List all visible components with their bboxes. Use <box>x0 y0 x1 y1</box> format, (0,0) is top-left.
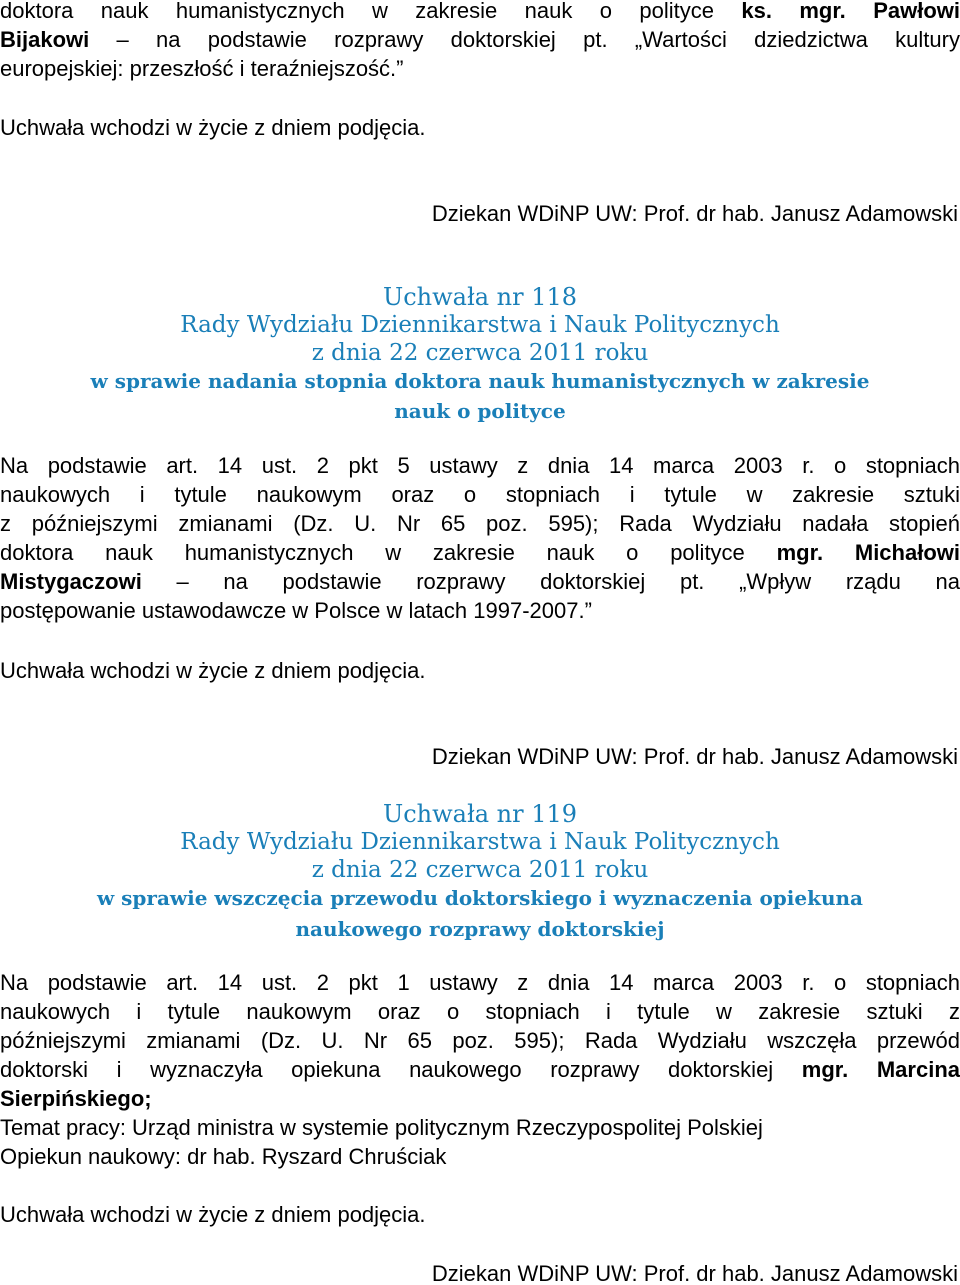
res118-date: z dnia 22 czerwca 2011 roku <box>311 340 649 366</box>
res118-body-line-5: Mistygaczowi – na podstawie rozprawy doktorskiej pt. „Wpływ rządu na <box>0 569 960 594</box>
res119-body-line-3: późniejszymi zmianami (Dz. U. Nr 65 poz. 595); Rada Wydziału wszczęła przewód <box>0 1028 960 1053</box>
top-paragraph-line-1: doktora nauk humanistycznych w zakresie nauk o polityce ks. mgr. Pawłowi <box>0 0 960 23</box>
res119-dean-signature: Dziekan WDiNP UW: Prof. dr hab. Janusz Adamowski <box>431 1261 958 1285</box>
res118-dean-signature: Dziekan WDiNP UW: Prof. dr hab. Janusz Adamowski <box>431 744 958 769</box>
res119-body-line-5: Sierpińskiego; <box>0 1086 152 1111</box>
top-paragraph-line-2: Bijakowi – na podstawie rozprawy doktorskiej pt. „Wartości dziedzictwa kultury <box>0 27 960 52</box>
res118-body-line-6: postępowanie ustawodawcze w Polsce w latach 1997-2007.” <box>0 598 592 623</box>
res119-topic-line-1: w sprawie wszczęcia przewodu doktorskiego i wyznaczenia opiekuna <box>96 886 863 910</box>
res118-council: Rady Wydziału Dziennikarstwa i Nauk Politycznych <box>180 312 780 338</box>
res119-council: Rady Wydziału Dziennikarstwa i Nauk Politycznych <box>180 829 780 855</box>
res118-body-line-1: Na podstawie art. 14 ust. 2 pkt 5 ustawy z dnia 14 marca 2003 r. o stopniach <box>0 453 960 478</box>
res118-title: Uchwała nr 118 <box>382 283 578 311</box>
res119-effective-clause: Uchwała wchodzi w życie z dniem podjęcia. <box>0 1202 426 1227</box>
top-effective-clause: Uchwała wchodzi w życie z dniem podjęcia. <box>0 115 426 140</box>
res118-body-line-2: naukowych i tytule naukowym oraz o stopniach i tytule w zakresie sztuki <box>0 482 960 507</box>
res118-topic-line-1: w sprawie nadania stopnia doktora nauk humanistycznych w zakresie <box>90 369 870 393</box>
res118-body-line-4: doktora nauk humanistycznych w zakresie nauk o polityce mgr. Michałowi <box>0 540 960 565</box>
res119-body-line-1: Na podstawie art. 14 ust. 2 pkt 1 ustawy z dnia 14 marca 2003 r. o stopniach <box>0 970 960 995</box>
res119-body-line-4: doktorski i wyznaczyła opiekuna naukowego rozprawy doktorskiej mgr. Marcina <box>0 1057 960 1082</box>
res119-supervisor: Opiekun naukowy: dr hab. Ryszard Chruściak <box>0 1144 447 1169</box>
res118-topic-line-2: nauk o polityce <box>394 399 566 423</box>
res119-thesis-topic: Temat pracy: Urząd ministra w systemie politycznym Rzeczypospolitej Polskiej <box>0 1115 763 1140</box>
res118-body-line-3: z późniejszymi zmianami (Dz. U. Nr 65 poz. 595); Rada Wydziału nadała stopień <box>0 511 960 536</box>
top-dean-signature: Dziekan WDiNP UW: Prof. dr hab. Janusz Adamowski <box>431 201 958 226</box>
top-paragraph-line-3: europejskiej: przeszłość i teraźniejszość.” <box>0 56 404 81</box>
res119-topic-line-2: naukowego rozprawy doktorskiej <box>295 917 665 941</box>
res119-date: z dnia 22 czerwca 2011 roku <box>311 857 649 883</box>
res119-title: Uchwała nr 119 <box>382 800 578 828</box>
res118-effective-clause: Uchwała wchodzi w życie z dniem podjęcia. <box>0 658 426 683</box>
res119-body-line-2: naukowych i tytule naukowym oraz o stopniach i tytule w zakresie sztuki z <box>0 999 960 1024</box>
